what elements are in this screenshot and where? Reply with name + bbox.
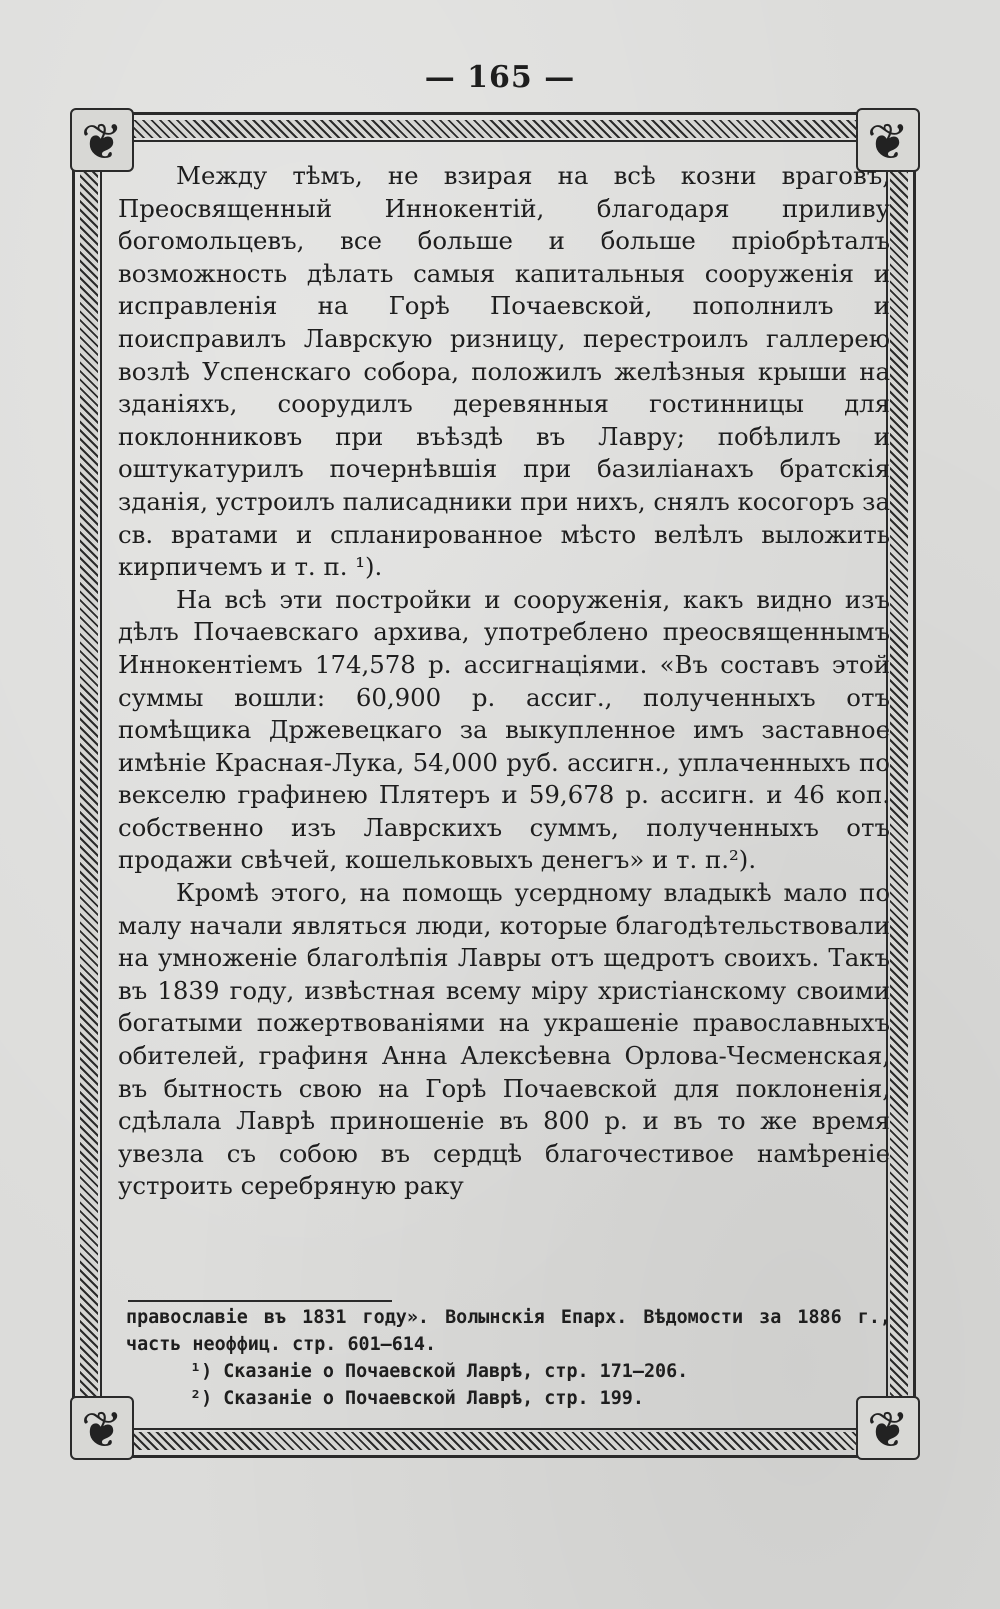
paragraph-2 — [118, 584, 890, 877]
paragraph-text: Между тѣмъ, не взирая на всѣ козни враговъ, Преосвященный Иннокентій, благодаря приливу богомольцевъ, все больше и больше пріобрѣталъ возможность дѣлать самыя капитальныя сооруженія и исправленія на Горѣ Почаевской, пополнилъ и поисправилъ Лаврскую ризницу, перестроилъ галлерею возлѣ Успенскаго собора, положилъ желѣзныя крыши на зданіяхъ, соорудилъ деревянныя гостинницы для поклонниковъ при въѣздѣ въ Лавру; побѣлилъ и оштукатурилъ почернѣвшія при базиліанахъ братскія зданія, устроилъ палисадники при нихъ, снялъ косогоръ за св. вратами и спланированное мѣсто велѣлъ выложить кирпичемъ и т. п. — [118, 161, 890, 582]
footnote-2: ²) Сказаніе о Почаевской Лаврѣ, стр. 199. — [190, 1388, 644, 1409]
footnote-continuation: православіе въ 1831 году». Волынскія Епарх. Вѣдомости за 1886 г., часть неоффиц. стр. 601—614. — [126, 1307, 891, 1355]
corner-ornament-icon: ❦ — [856, 108, 920, 172]
footnotes — [126, 1304, 891, 1412]
paragraph-text: На всѣ эти постройки и сооруженія, какъ видно изъ дѣлъ Почаевскаго архива, употреблено преосвященнымъ Иннокентіемъ 174,578 р. ассигнаціями. «Въ составъ этой суммы вошли: 60,900 р. ассиг., полученныхъ отъ помѣщика Држевецкаго за выкупленное имъ заставное имѣніе Красная-Лука, 54,000 руб. ассигн., уплаченныхъ по векселю графинею Плятеръ и 59,678 р. ассигн. и 46 коп. собственно изъ Лаврскихъ суммъ, полученныхъ отъ продажи свѣчей, кошельковыхъ денегъ» и т. п. — [118, 584, 890, 875]
footnote-separator — [128, 1300, 392, 1302]
footnote-1: ¹) Сказаніе о Почаевской Лаврѣ, стр. 171—206. — [190, 1361, 689, 1382]
footnote-ref-1: ¹). — [347, 552, 383, 582]
page-number: — 165 — — [424, 60, 576, 95]
paragraph-1 — [118, 160, 890, 584]
paragraph-3 — [118, 877, 890, 1203]
corner-ornament-icon: ❦ — [70, 108, 134, 172]
corner-ornament-icon: ❦ — [70, 1396, 134, 1460]
footnote-ref-2: ²). — [729, 845, 757, 875]
corner-ornament-icon: ❦ — [856, 1396, 920, 1460]
main-text — [118, 160, 890, 1203]
paragraph-text: Кромѣ этого, на помощь усердному владыкѣ мало по малу начали являться люди, которые благодѣтельствовали на умноженіе благолѣпія Лавры отъ щедротъ своихъ. Такъ въ 1839 году, извѣстная всему міру христіанскому своими богатыми пожертвованіями на украшеніе православныхъ обителей, графиня Анна Алексѣевна Орлова-Чесменская, въ бытность свою на Горѣ Почаевской для поклоненія, сдѣлала Лаврѣ приношеніе въ 800 р. и въ то же время увезла съ собою въ сердцѣ благочестивое намѣреніе устроить серебряную раку — [118, 878, 890, 1201]
